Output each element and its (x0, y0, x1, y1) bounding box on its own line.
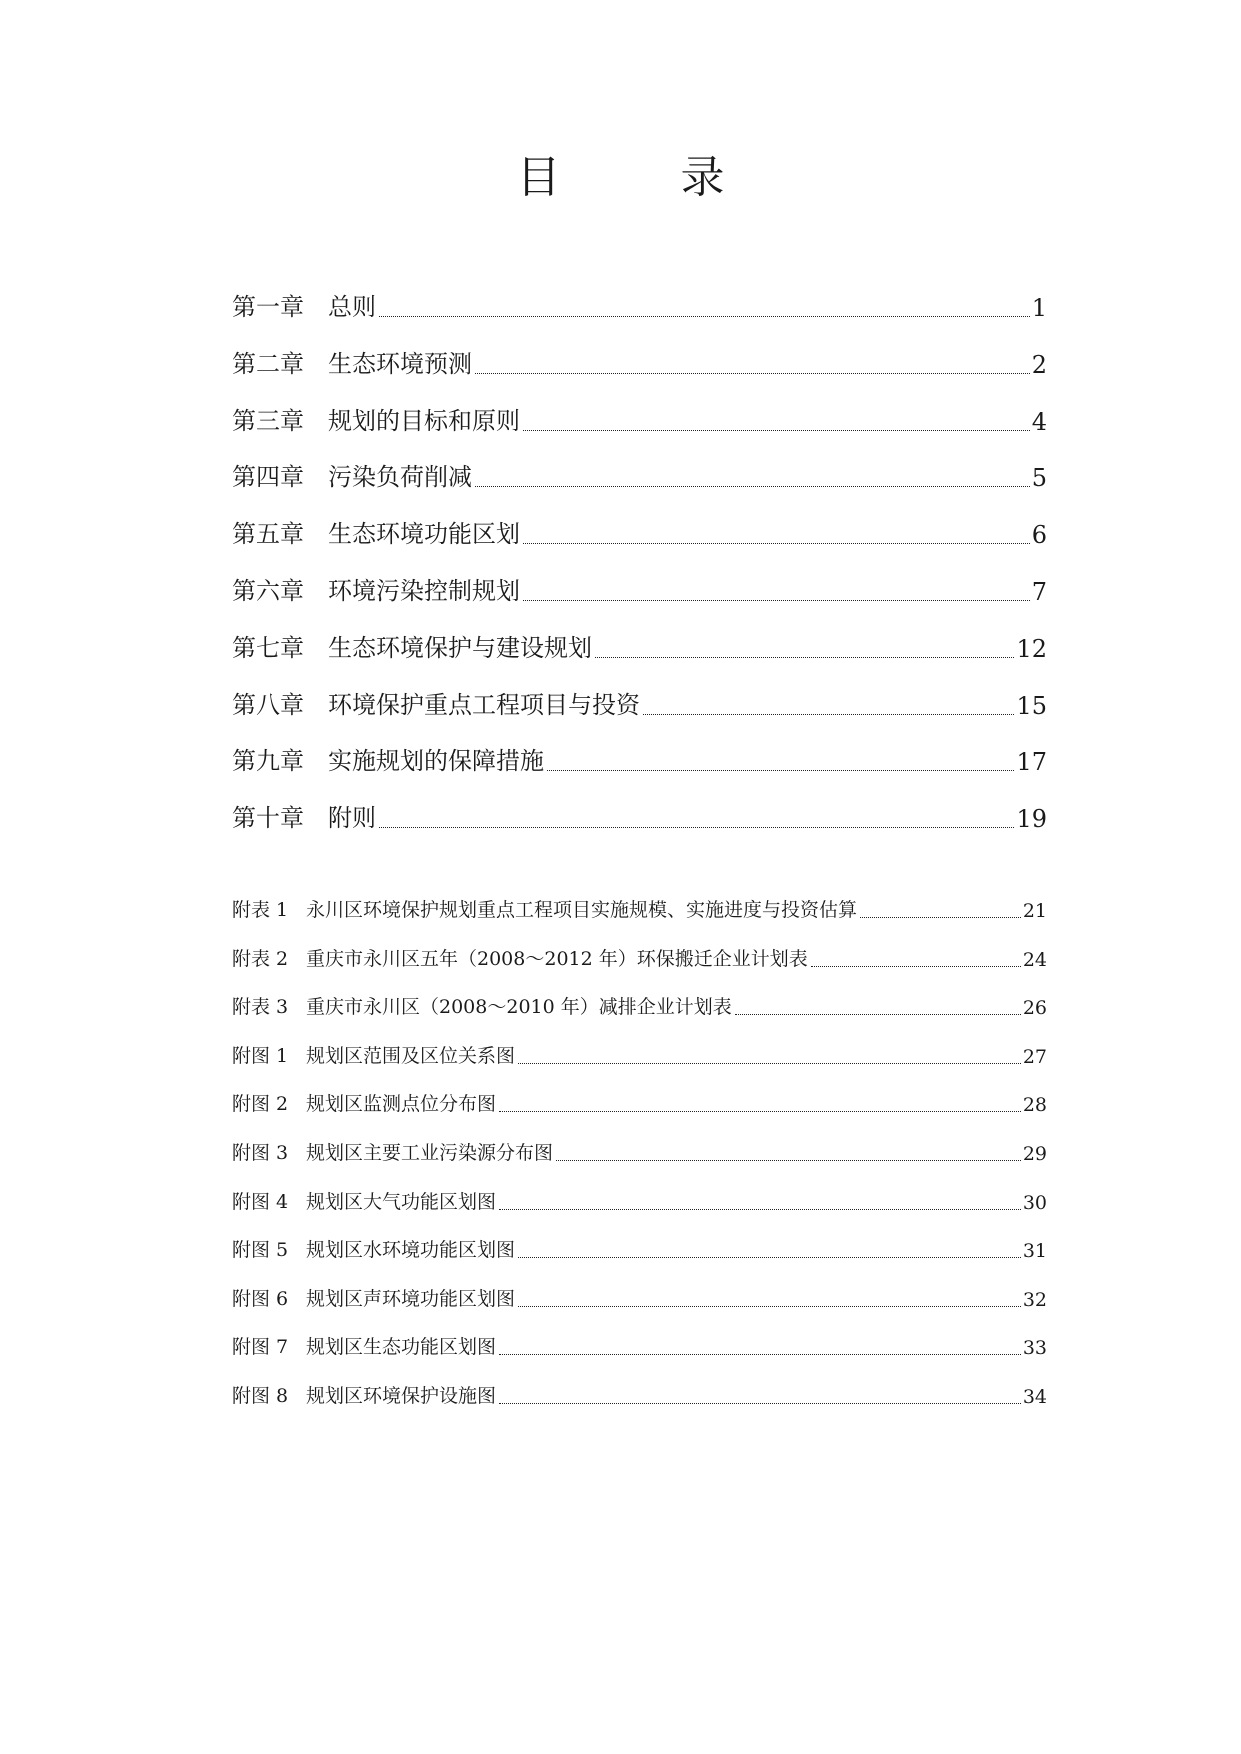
entry-title: 规划区大气功能区划图 (306, 1190, 497, 1213)
dot-leader (518, 1306, 1021, 1307)
entry-label: 第五章 (232, 520, 304, 549)
entry-title: 生态环境保护与建设规划 (328, 633, 592, 662)
page-number: 1 (1031, 294, 1047, 322)
entry-label: 附图 4 (232, 1190, 289, 1213)
page-number: 15 (1016, 691, 1047, 720)
entry-title: 环境污染控制规划 (328, 576, 520, 605)
page-number: 21 (1022, 900, 1047, 922)
page-number: 33 (1022, 1337, 1047, 1360)
entry-title: 规划区监测点位分布图 (306, 1093, 497, 1116)
page-number: 2 (1031, 350, 1047, 379)
appendix-toc-entry[interactable] (232, 1165, 1047, 1214)
page-number: 6 (1031, 521, 1047, 550)
appendix-toc-entry[interactable] (232, 1262, 1047, 1311)
entry-title: 重庆市永川区（2008～2010 年）减排企业计划表 (306, 996, 732, 1019)
dot-leader (523, 600, 1030, 601)
page-number: 30 (1022, 1191, 1047, 1214)
chapter-toc-entry[interactable] (232, 379, 1047, 436)
entry-label: 附图 8 (232, 1384, 289, 1407)
appendix-toc-entry[interactable] (232, 1214, 1047, 1263)
dot-leader (499, 1111, 1021, 1112)
entry-label: 附图 3 (232, 1141, 289, 1164)
appendix-toc-entry[interactable] (232, 1068, 1047, 1117)
page-number: 32 (1022, 1288, 1047, 1311)
dot-leader (860, 917, 1021, 918)
chapter-toc-entry[interactable] (232, 282, 1047, 322)
entry-label: 附表 1 (232, 899, 289, 921)
dot-leader (735, 1014, 1021, 1015)
page-number: 4 (1031, 407, 1047, 436)
entry-label: 第八章 (232, 690, 304, 719)
entry-title: 规划区生态功能区划图 (306, 1336, 497, 1359)
page-number: 27 (1022, 1045, 1047, 1068)
dot-leader (499, 1354, 1021, 1355)
dot-leader (523, 430, 1030, 431)
dot-leader (518, 1063, 1021, 1064)
dot-leader (475, 373, 1030, 374)
chapter-toc-entry[interactable] (232, 606, 1047, 663)
entry-title: 生态环境功能区划 (328, 520, 520, 549)
chapter-toc-entry[interactable] (232, 720, 1047, 777)
dot-leader (379, 827, 1014, 828)
entry-label: 附图 7 (232, 1336, 289, 1359)
entry-label: 第九章 (232, 747, 304, 776)
entry-title: 污染负荷削减 (328, 463, 472, 492)
entry-label: 第四章 (232, 463, 304, 492)
dot-leader (811, 966, 1021, 967)
dot-leader (556, 1160, 1021, 1161)
chapter-toc-entry[interactable] (232, 436, 1047, 493)
chapter-toc-list (232, 282, 1047, 833)
dot-leader (595, 657, 1014, 658)
entry-label: 附图 6 (232, 1287, 289, 1310)
entry-title: 规划区主要工业污染源分布图 (306, 1141, 554, 1164)
appendix-toc-entry[interactable] (232, 922, 1047, 971)
entry-title: 永川区环境保护规划重点工程项目实施规模、实施进度与投资估算 (306, 899, 858, 921)
entry-label: 第六章 (232, 576, 304, 605)
chapter-toc-entry[interactable] (232, 322, 1047, 379)
entry-label: 附表 2 (232, 947, 289, 970)
entry-label: 附图 2 (232, 1093, 289, 1116)
dot-leader (518, 1257, 1021, 1258)
entry-title: 规划区声环境功能区划图 (306, 1287, 516, 1310)
dot-leader (643, 714, 1014, 715)
page-number: 26 (1022, 997, 1047, 1020)
entry-label: 第二章 (232, 349, 304, 378)
appendix-toc-list (232, 892, 1047, 1408)
entry-title: 附则 (328, 804, 376, 833)
page-number: 34 (1022, 1385, 1047, 1408)
entry-label: 第三章 (232, 406, 304, 435)
entry-title: 生态环境预测 (328, 349, 472, 378)
entry-title: 重庆市永川区五年（2008～2012 年）环保搬迁企业计划表 (306, 947, 808, 970)
page-number: 7 (1031, 577, 1047, 606)
entry-label: 附表 3 (232, 996, 289, 1019)
page-title: 目 录 (516, 152, 763, 203)
dot-leader (379, 316, 1030, 317)
entry-label: 第十章 (232, 804, 304, 833)
chapter-toc-entry[interactable] (232, 663, 1047, 720)
page-number: 17 (1016, 748, 1047, 777)
appendix-toc-entry[interactable] (232, 971, 1047, 1020)
entry-title: 总则 (328, 293, 376, 321)
dot-leader (547, 770, 1014, 771)
appendix-toc-entry[interactable] (232, 1311, 1047, 1360)
page-number: 28 (1022, 1094, 1047, 1117)
appendix-toc-entry[interactable] (232, 1116, 1047, 1165)
entry-title: 实施规划的保障措施 (328, 747, 544, 776)
appendix-toc-entry[interactable] (232, 1019, 1047, 1068)
entry-label: 第七章 (232, 633, 304, 662)
page-number: 5 (1031, 464, 1047, 493)
appendix-toc-entry[interactable] (232, 892, 1047, 922)
dot-leader (499, 1403, 1021, 1404)
appendix-toc-entry[interactable] (232, 1359, 1047, 1408)
entry-title: 环境保护重点工程项目与投资 (328, 690, 640, 719)
entry-title: 规划的目标和原则 (328, 406, 520, 435)
dot-leader (499, 1209, 1021, 1210)
page-number: 19 (1016, 805, 1047, 834)
page-number: 24 (1022, 948, 1047, 971)
page-number: 29 (1022, 1142, 1047, 1165)
entry-title: 规划区环境保护设施图 (306, 1384, 497, 1407)
entry-label: 附图 5 (232, 1239, 289, 1262)
entry-label: 附图 1 (232, 1044, 289, 1067)
dot-leader (475, 486, 1030, 487)
chapter-toc-entry[interactable] (232, 549, 1047, 606)
page-number: 12 (1016, 634, 1047, 663)
entry-title: 规划区范围及区位关系图 (306, 1044, 516, 1067)
entry-label: 第一章 (232, 293, 304, 321)
dot-leader (523, 543, 1030, 544)
page-number: 31 (1022, 1240, 1047, 1263)
chapter-toc-entry[interactable] (232, 776, 1047, 833)
chapter-toc-entry[interactable] (232, 492, 1047, 549)
entry-title: 规划区水环境功能区划图 (306, 1239, 516, 1262)
